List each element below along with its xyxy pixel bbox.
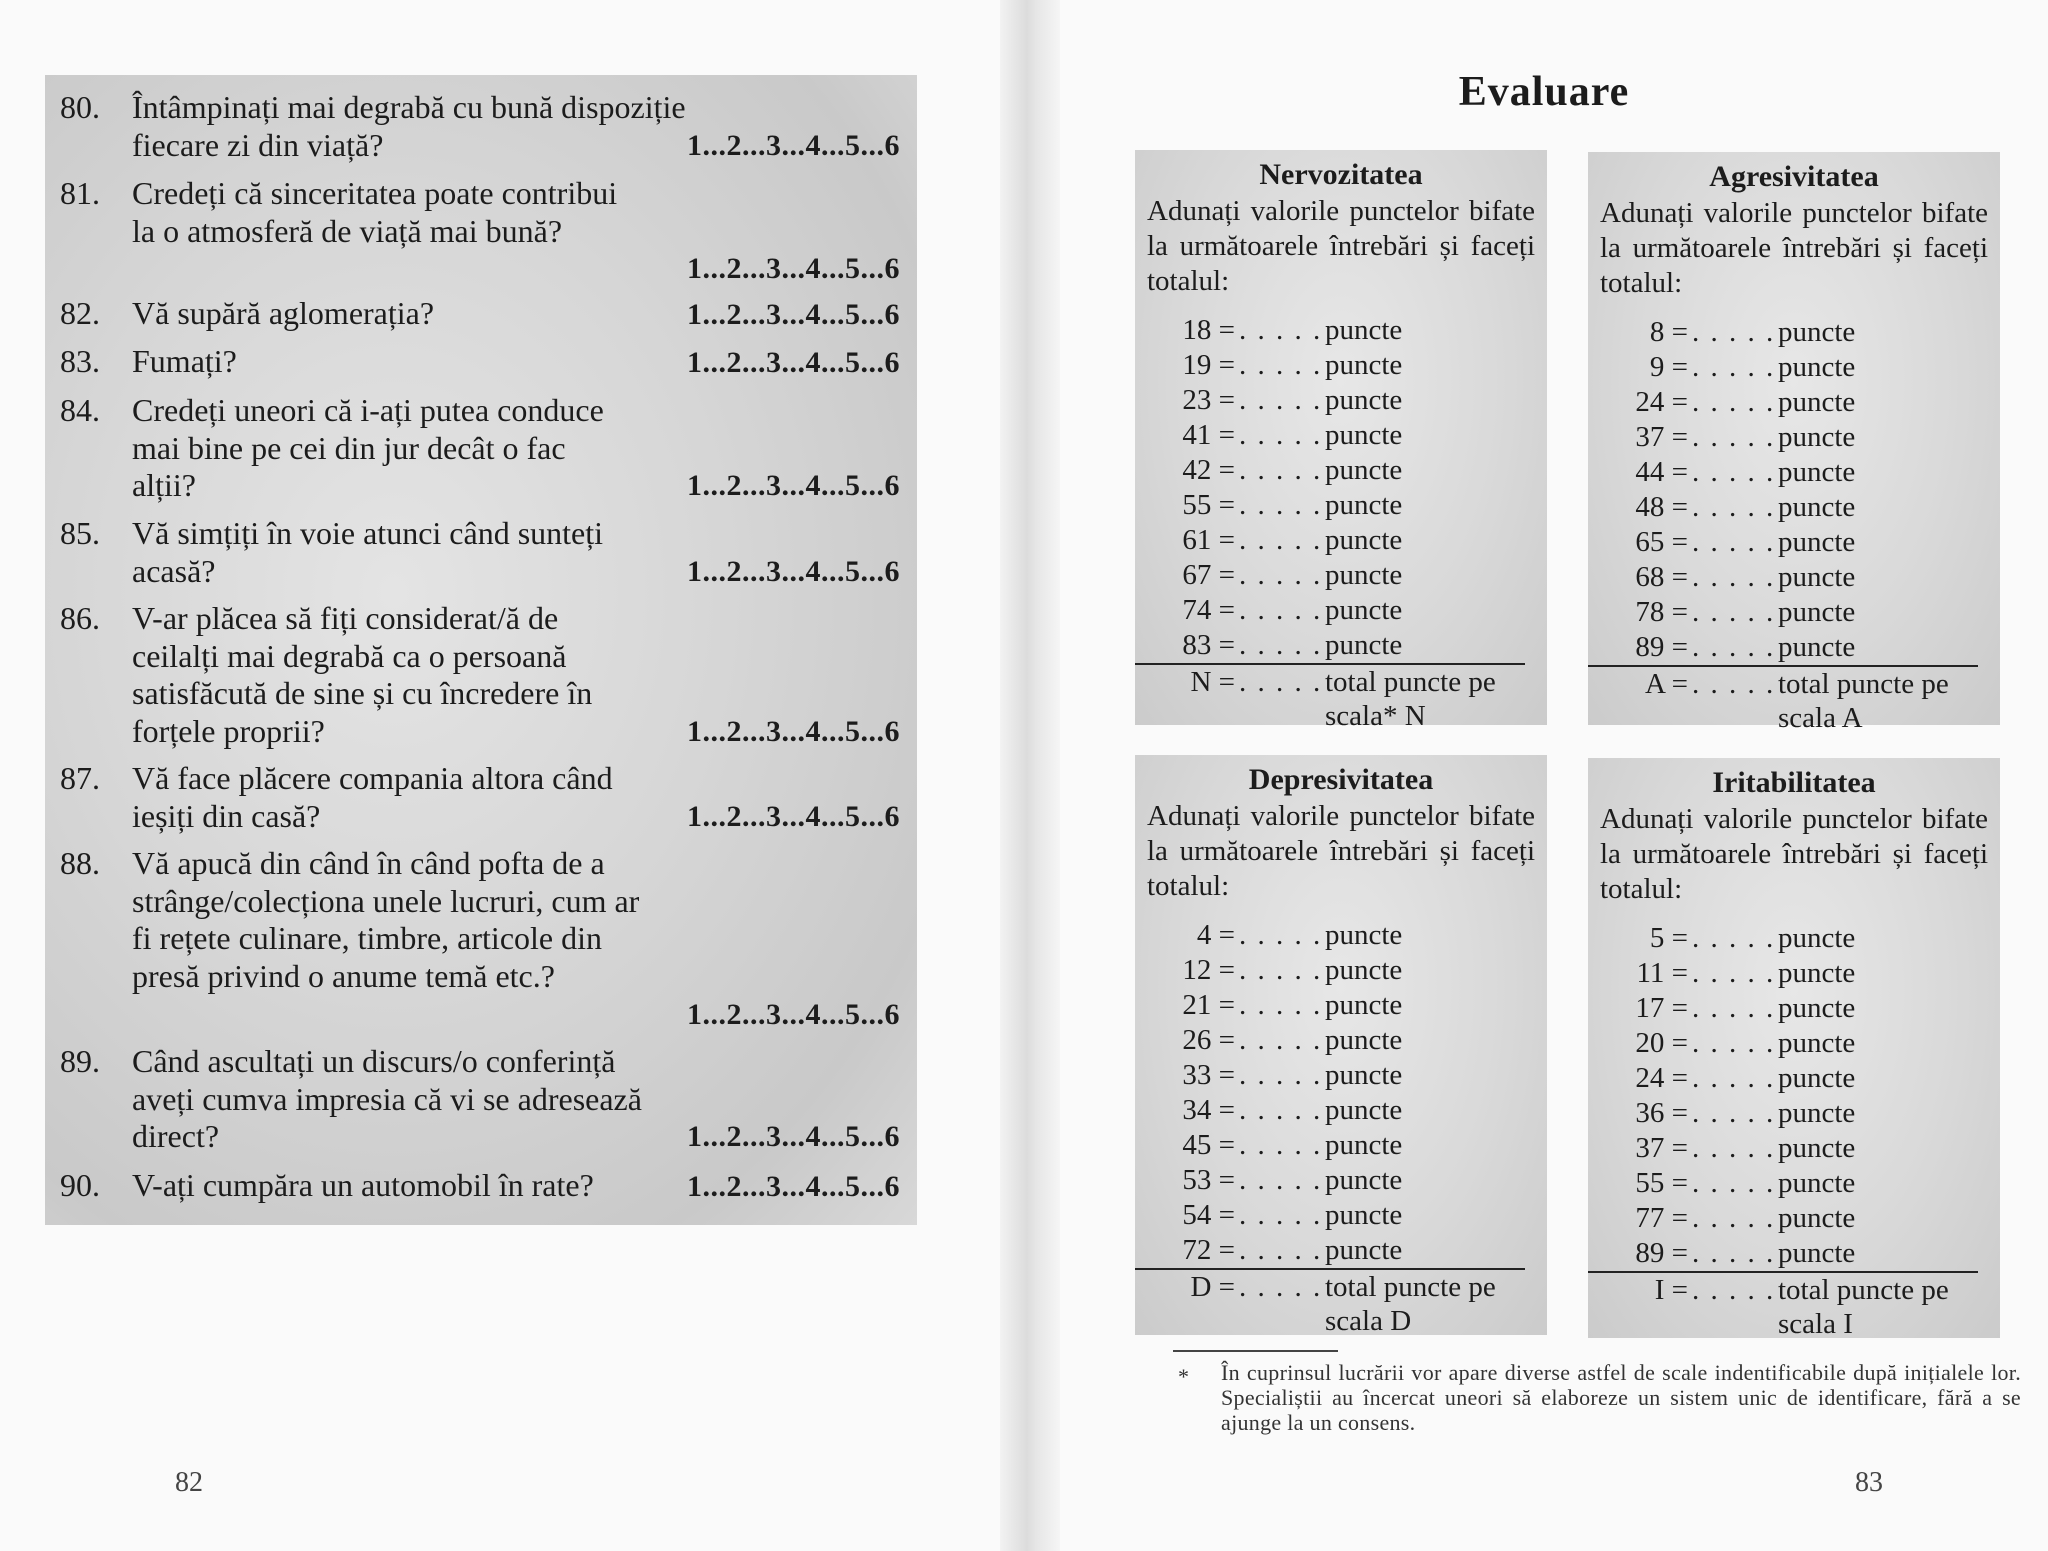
item-number: 53 = bbox=[1182, 1164, 1235, 1196]
score-row bbox=[1588, 921, 1978, 956]
item-number: 5 = bbox=[1649, 922, 1688, 954]
points-label: puncte bbox=[1325, 954, 1403, 986]
blank-dots: . . . . . bbox=[1692, 421, 1776, 453]
footnote-mark: * bbox=[1178, 1364, 1189, 1389]
blank-dots: . . . . . bbox=[1692, 491, 1776, 523]
blank-dots: . . . . . bbox=[1692, 386, 1776, 418]
total-symbol: A = bbox=[1645, 668, 1688, 700]
points-label: puncte bbox=[1778, 1097, 1856, 1129]
points-label: puncte bbox=[1778, 351, 1856, 383]
blank-dots: . . . . . bbox=[1239, 954, 1323, 986]
score-row bbox=[1588, 1201, 1978, 1236]
item-number: 34 = bbox=[1182, 1094, 1235, 1126]
page-number: 82 bbox=[175, 1467, 203, 1498]
question-number: 84. bbox=[60, 392, 100, 428]
blank-dots: . . . . . bbox=[1692, 922, 1776, 954]
points-label: puncte bbox=[1325, 314, 1403, 346]
score-row bbox=[1588, 1096, 1978, 1131]
blank-dots: . . . . . bbox=[1239, 349, 1323, 381]
points-label: puncte bbox=[1325, 1164, 1403, 1196]
score-row bbox=[1135, 1198, 1525, 1233]
score-row bbox=[1588, 560, 1978, 595]
item-number: 77 = bbox=[1635, 1202, 1688, 1234]
points-label: puncte bbox=[1325, 1094, 1403, 1126]
blank-dots: . . . . . bbox=[1239, 1094, 1323, 1126]
points-label: puncte bbox=[1325, 419, 1403, 451]
box-heading: Iritabilitatea bbox=[1712, 766, 1876, 799]
item-number: 89 = bbox=[1588, 630, 1692, 666]
points-label: puncte bbox=[1325, 454, 1403, 486]
rating-scale: 1...2...3...4...5...6 bbox=[687, 251, 900, 285]
score-row bbox=[1588, 595, 1978, 630]
points-label: puncte bbox=[1325, 1024, 1403, 1056]
page-title: Evaluare bbox=[1458, 69, 1630, 115]
question-number: 89. bbox=[60, 1043, 100, 1079]
question-text: Întâmpinați mai degrabă cu bună dispoziție fiecare zi din viață? bbox=[132, 89, 686, 163]
box-instruction: Adunați valorile punctelor bifate la următoarele întrebări și faceți totalul: bbox=[1147, 195, 1535, 297]
score-row bbox=[1588, 420, 1978, 455]
item-number: 24 = bbox=[1635, 1062, 1688, 1094]
item-number: 36 = bbox=[1635, 1097, 1688, 1129]
question-item bbox=[60, 760, 920, 835]
blank-dots: . . . . . bbox=[1692, 316, 1776, 348]
question-text: V-ar plăcea să fiți considerat/ă de ceilalți mai degrabă ca o persoană satisfăcută de sine și cu încredere în forțele proprii? bbox=[132, 600, 593, 749]
blank-dots: . . . . . bbox=[1692, 1132, 1776, 1164]
item-number: 48 = bbox=[1635, 491, 1688, 523]
item-number: 9 = bbox=[1649, 351, 1688, 383]
question-number: 83. bbox=[60, 343, 100, 379]
question-block bbox=[45, 75, 917, 1225]
points-label: puncte bbox=[1778, 1167, 1856, 1199]
item-number: 78 = bbox=[1635, 596, 1688, 628]
blank-dots: . . . . . bbox=[1239, 314, 1323, 346]
score-row bbox=[1588, 350, 1978, 385]
item-number: 24 = bbox=[1635, 386, 1688, 418]
question-text: Credeți uneori că i-ați putea conduce mai bine pe cei din jur decât o fac alții? bbox=[132, 392, 604, 503]
blank-dots: . . . . . bbox=[1239, 1059, 1323, 1091]
blank-dots: . . . . . bbox=[1692, 596, 1776, 628]
rating-scale: 1...2...3...4...5...6 bbox=[687, 468, 900, 502]
blank-dots: . . . . . bbox=[1692, 1097, 1776, 1129]
blank-dots: . . . . . bbox=[1692, 668, 1776, 700]
question-item bbox=[60, 845, 920, 1033]
item-number: 4 = bbox=[1196, 919, 1235, 951]
rating-scale: 1...2...3...4...5...6 bbox=[687, 297, 900, 331]
item-number: 65 = bbox=[1635, 526, 1688, 558]
points-label: puncte bbox=[1778, 386, 1856, 418]
blank-dots: . . . . . bbox=[1239, 594, 1323, 626]
question-text: Vă apucă din când în când pofta de a strânge/colecționa unele lucruri, cum ar fi rețete culinare, timbre, articole din presă privind o anume temă etc.? bbox=[132, 845, 640, 994]
points-label: puncte bbox=[1778, 992, 1856, 1024]
blank-dots: . . . . . bbox=[1692, 957, 1776, 989]
question-item bbox=[60, 392, 920, 504]
score-row bbox=[1135, 313, 1525, 348]
rating-scale: 1...2...3...4...5...6 bbox=[687, 345, 900, 379]
rating-scale: 1...2...3...4...5...6 bbox=[687, 714, 900, 748]
total-label: total puncte pe scala A bbox=[1778, 668, 1949, 734]
score-row bbox=[1135, 348, 1525, 383]
points-label: puncte bbox=[1325, 524, 1403, 556]
question-number: 81. bbox=[60, 175, 100, 211]
points-label: puncte bbox=[1325, 489, 1403, 521]
blank-dots: . . . . . bbox=[1239, 628, 1325, 664]
score-row bbox=[1588, 991, 1978, 1026]
item-number: 23 = bbox=[1182, 384, 1235, 416]
question-number: 85. bbox=[60, 515, 100, 551]
points-label: puncte bbox=[1778, 957, 1856, 989]
total-symbol: N = bbox=[1190, 666, 1235, 698]
item-number: 11 = bbox=[1636, 957, 1688, 989]
points-label: puncte bbox=[1778, 1027, 1856, 1059]
blank-dots: . . . . . bbox=[1239, 489, 1323, 521]
total-row bbox=[1135, 1269, 1525, 1338]
points-label: puncte bbox=[1778, 456, 1856, 488]
blank-dots: . . . . . bbox=[1692, 526, 1776, 558]
score-row bbox=[1135, 1163, 1525, 1198]
scale-box-depresivitatea bbox=[1135, 755, 1547, 1335]
blank-dots: . . . . . bbox=[1239, 1271, 1323, 1303]
question-text: Credeți că sinceritatea poate contribui la o atmosferă de viață mai bună? bbox=[132, 175, 618, 249]
item-number: 20 = bbox=[1635, 1027, 1688, 1059]
total-row bbox=[1588, 1272, 1978, 1341]
rating-scale: 1...2...3...4...5...6 bbox=[687, 554, 900, 588]
blank-dots: . . . . . bbox=[1239, 454, 1323, 486]
points-label: puncte bbox=[1325, 1199, 1403, 1231]
question-number: 90. bbox=[60, 1167, 100, 1203]
points-label: puncte bbox=[1778, 1202, 1856, 1234]
score-row bbox=[1588, 630, 1978, 666]
blank-dots: . . . . . bbox=[1692, 1274, 1776, 1306]
total-symbol: I = bbox=[1654, 1274, 1688, 1306]
item-number: 21 = bbox=[1182, 989, 1235, 1021]
blank-dots: . . . . . bbox=[1692, 1027, 1776, 1059]
item-number: 33 = bbox=[1182, 1059, 1235, 1091]
score-row bbox=[1588, 1236, 1978, 1272]
question-item bbox=[60, 343, 920, 381]
rating-scale: 1...2...3...4...5...6 bbox=[687, 799, 900, 833]
score-row bbox=[1588, 315, 1978, 350]
score-row bbox=[1135, 988, 1525, 1023]
score-row bbox=[1135, 488, 1525, 523]
blank-dots: . . . . . bbox=[1239, 1233, 1325, 1269]
blank-dots: . . . . . bbox=[1692, 456, 1776, 488]
item-number: 44 = bbox=[1635, 456, 1688, 488]
score-row bbox=[1135, 628, 1525, 664]
scale-box-agresivitatea bbox=[1588, 152, 2000, 734]
item-number: 12 = bbox=[1182, 954, 1235, 986]
score-row bbox=[1588, 1166, 1978, 1201]
blank-dots: . . . . . bbox=[1692, 1236, 1778, 1272]
left-page bbox=[0, 0, 1020, 1551]
score-row bbox=[1135, 1058, 1525, 1093]
blank-dots: . . . . . bbox=[1239, 666, 1323, 698]
points-label: puncte bbox=[1778, 922, 1856, 954]
blank-dots: . . . . . bbox=[1692, 1062, 1776, 1094]
item-number: 55 = bbox=[1182, 489, 1235, 521]
scale-box-iritabilitatea bbox=[1588, 758, 2000, 1338]
blank-dots: . . . . . bbox=[1692, 351, 1776, 383]
points-label: puncte bbox=[1778, 1236, 1978, 1272]
blank-dots: . . . . . bbox=[1239, 1199, 1323, 1231]
rating-scale: 1...2...3...4...5...6 bbox=[687, 128, 900, 162]
blank-dots: . . . . . bbox=[1692, 561, 1776, 593]
box-heading: Nervozitatea bbox=[1259, 158, 1423, 191]
question-number: 86. bbox=[60, 600, 100, 636]
score-table bbox=[1588, 921, 1978, 1341]
score-row bbox=[1588, 956, 1978, 991]
item-number: 45 = bbox=[1182, 1129, 1235, 1161]
item-number: 83 = bbox=[1135, 628, 1239, 664]
score-table bbox=[1588, 315, 1978, 735]
box-instruction: Adunați valorile punctelor bifate la următoarele întrebări și faceți totalul: bbox=[1600, 197, 1988, 299]
score-row bbox=[1135, 1023, 1525, 1058]
item-number: 41 = bbox=[1182, 419, 1235, 451]
points-label: puncte bbox=[1325, 349, 1403, 381]
blank-dots: . . . . . bbox=[1692, 992, 1776, 1024]
question-item bbox=[60, 600, 920, 750]
question-text: Vă face plăcere compania altora când ieșiți din casă? bbox=[132, 760, 613, 834]
scale-box-nervozitatea bbox=[1135, 150, 1547, 732]
points-label: puncte bbox=[1778, 421, 1856, 453]
score-table bbox=[1135, 918, 1525, 1338]
blank-dots: . . . . . bbox=[1692, 1167, 1776, 1199]
score-row bbox=[1135, 918, 1525, 953]
item-number: 18 = bbox=[1182, 314, 1235, 346]
total-label: total puncte pe scala* N bbox=[1325, 666, 1496, 732]
box-heading: Depresivitatea bbox=[1248, 763, 1434, 796]
score-row bbox=[1588, 1061, 1978, 1096]
points-label: puncte bbox=[1325, 989, 1403, 1021]
points-label: puncte bbox=[1778, 630, 1978, 666]
question-text: Fumați? bbox=[132, 343, 237, 379]
score-row bbox=[1135, 593, 1525, 628]
blank-dots: . . . . . bbox=[1239, 989, 1323, 1021]
points-label: puncte bbox=[1325, 628, 1525, 664]
blank-dots: . . . . . bbox=[1692, 1202, 1776, 1234]
total-symbol: D = bbox=[1190, 1271, 1235, 1303]
question-item bbox=[60, 515, 920, 590]
right-page bbox=[1040, 0, 2048, 1551]
score-row bbox=[1135, 383, 1525, 418]
footnote-rule bbox=[1173, 1350, 1338, 1352]
score-row bbox=[1135, 1128, 1525, 1163]
item-number: 72 = bbox=[1135, 1233, 1239, 1269]
question-number: 80. bbox=[60, 89, 100, 125]
question-number: 87. bbox=[60, 760, 100, 796]
question-item bbox=[60, 175, 920, 287]
score-row bbox=[1588, 1131, 1978, 1166]
item-number: 68 = bbox=[1635, 561, 1688, 593]
total-row bbox=[1135, 664, 1525, 733]
question-item bbox=[60, 1043, 920, 1155]
points-label: puncte bbox=[1325, 1129, 1403, 1161]
question-item bbox=[60, 89, 920, 164]
score-row bbox=[1135, 418, 1525, 453]
item-number: 19 = bbox=[1182, 349, 1235, 381]
total-label: total puncte pe scala D bbox=[1325, 1271, 1496, 1337]
blank-dots: . . . . . bbox=[1239, 1024, 1323, 1056]
points-label: puncte bbox=[1325, 1059, 1403, 1091]
score-row bbox=[1135, 523, 1525, 558]
rating-scale: 1...2...3...4...5...6 bbox=[687, 1119, 900, 1153]
blank-dots: . . . . . bbox=[1239, 919, 1323, 951]
item-number: 37 = bbox=[1635, 421, 1688, 453]
score-row bbox=[1588, 385, 1978, 420]
points-label: puncte bbox=[1778, 491, 1856, 523]
item-number: 55 = bbox=[1635, 1167, 1688, 1199]
score-row bbox=[1588, 1026, 1978, 1061]
footnote-text: În cuprinsul lucrării vor apare diverse astfel de scale indentificabile după inițialele lor. Specialiștii au încercat uneori să elaboreze un sistem unic de identificare, fără a se ajunge la un consens. bbox=[1221, 1360, 2021, 1435]
question-number: 82. bbox=[60, 295, 100, 331]
score-row bbox=[1588, 455, 1978, 490]
item-number: 67 = bbox=[1182, 559, 1235, 591]
score-row bbox=[1588, 490, 1978, 525]
score-row bbox=[1135, 453, 1525, 488]
points-label: puncte bbox=[1325, 559, 1403, 591]
score-row bbox=[1135, 1233, 1525, 1269]
question-text: Vă supără aglomerația? bbox=[132, 295, 435, 331]
total-label: total puncte pe scala I bbox=[1778, 1274, 1949, 1340]
score-row bbox=[1135, 1093, 1525, 1128]
item-number: 17 = bbox=[1635, 992, 1688, 1024]
score-row bbox=[1588, 525, 1978, 560]
points-label: puncte bbox=[1325, 1233, 1525, 1269]
item-number: 37 = bbox=[1635, 1132, 1688, 1164]
item-number: 54 = bbox=[1182, 1199, 1235, 1231]
rating-scale: 1...2...3...4...5...6 bbox=[687, 1169, 900, 1203]
question-text: Vă simțiți în voie atunci când sunteți acasă? bbox=[132, 515, 604, 589]
item-number: 61 = bbox=[1182, 524, 1235, 556]
points-label: puncte bbox=[1778, 1062, 1856, 1094]
points-label: puncte bbox=[1325, 594, 1403, 626]
blank-dots: . . . . . bbox=[1692, 630, 1778, 666]
box-instruction: Adunați valorile punctelor bifate la următoarele întrebări și faceți totalul: bbox=[1147, 800, 1535, 902]
score-row bbox=[1135, 953, 1525, 988]
points-label: puncte bbox=[1778, 596, 1856, 628]
points-label: puncte bbox=[1778, 561, 1856, 593]
question-item bbox=[60, 1167, 920, 1205]
question-text: Când ascultați un discurs/o conferință aveți cumva impresia că vi se adresează direct? bbox=[132, 1043, 642, 1154]
blank-dots: . . . . . bbox=[1239, 559, 1323, 591]
score-table bbox=[1135, 313, 1525, 733]
points-label: puncte bbox=[1778, 526, 1856, 558]
points-label: puncte bbox=[1778, 1132, 1856, 1164]
blank-dots: . . . . . bbox=[1239, 384, 1323, 416]
item-number: 74 = bbox=[1182, 594, 1235, 626]
page-number: 83 bbox=[1855, 1467, 1883, 1498]
total-row bbox=[1588, 666, 1978, 735]
rating-scale: 1...2...3...4...5...6 bbox=[687, 997, 900, 1031]
question-text: V-ați cumpăra un automobil în rate? bbox=[132, 1167, 594, 1203]
question-item bbox=[60, 295, 920, 333]
points-label: puncte bbox=[1325, 384, 1403, 416]
item-number: 42 = bbox=[1182, 454, 1235, 486]
item-number: 8 = bbox=[1649, 316, 1688, 348]
box-instruction: Adunați valorile punctelor bifate la următoarele întrebări și faceți totalul: bbox=[1600, 803, 1988, 905]
box-heading: Agresivitatea bbox=[1709, 160, 1879, 193]
question-number: 88. bbox=[60, 845, 100, 881]
blank-dots: . . . . . bbox=[1239, 1164, 1323, 1196]
score-row bbox=[1135, 558, 1525, 593]
item-number: 89 = bbox=[1588, 1236, 1692, 1272]
blank-dots: . . . . . bbox=[1239, 524, 1323, 556]
points-label: puncte bbox=[1325, 919, 1403, 951]
blank-dots: . . . . . bbox=[1239, 419, 1323, 451]
item-number: 26 = bbox=[1182, 1024, 1235, 1056]
points-label: puncte bbox=[1778, 316, 1856, 348]
blank-dots: . . . . . bbox=[1239, 1129, 1323, 1161]
